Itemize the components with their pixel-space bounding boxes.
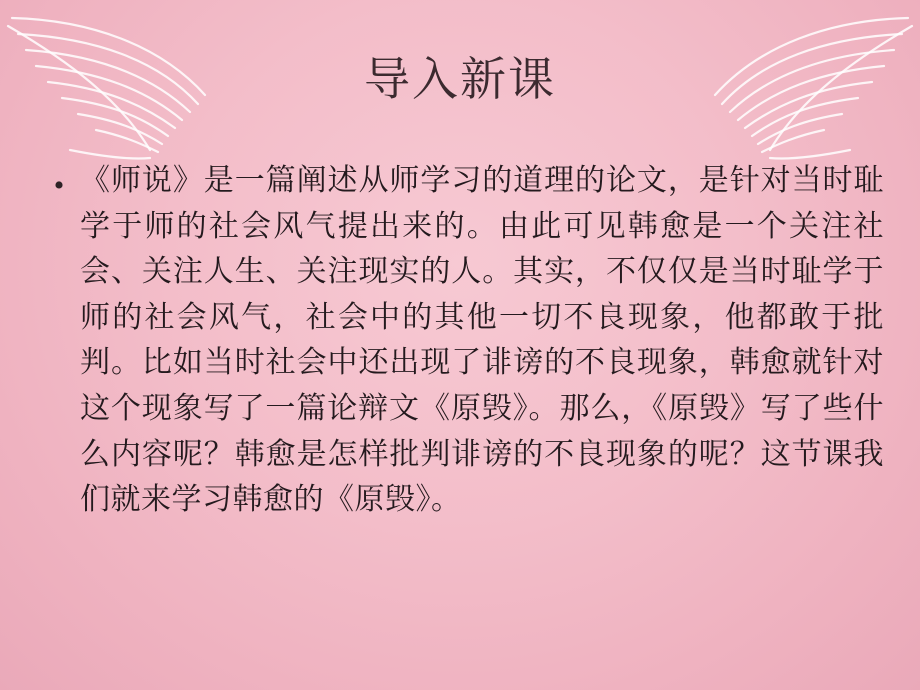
bullet-item	[38, 158, 884, 523]
slide-title: 导入新课	[364, 54, 556, 105]
bullet-paragraph: 《师说》是一篇阐述从师学习的道理的论文，是针对当时耻学于师的社会风气提出来的。由此可见韩愈是一个关注社会、关注人生、关注现实的人。其实，不仅仅是当时耻学于师的社会风气，社会中的其他一切不良现象，他都敢于批判。比如当时社会中还出现了诽谤的不良现象，韩愈就针对这个现象写了一篇论辩文《原毁》。那么，《原毁》写了些什么内容呢？韩愈是怎样批判诽谤的不良现象的呢？这节课我们就来学习韩愈的《原毁》。	[80, 164, 884, 517]
bullet-marker: •	[53, 169, 65, 202]
